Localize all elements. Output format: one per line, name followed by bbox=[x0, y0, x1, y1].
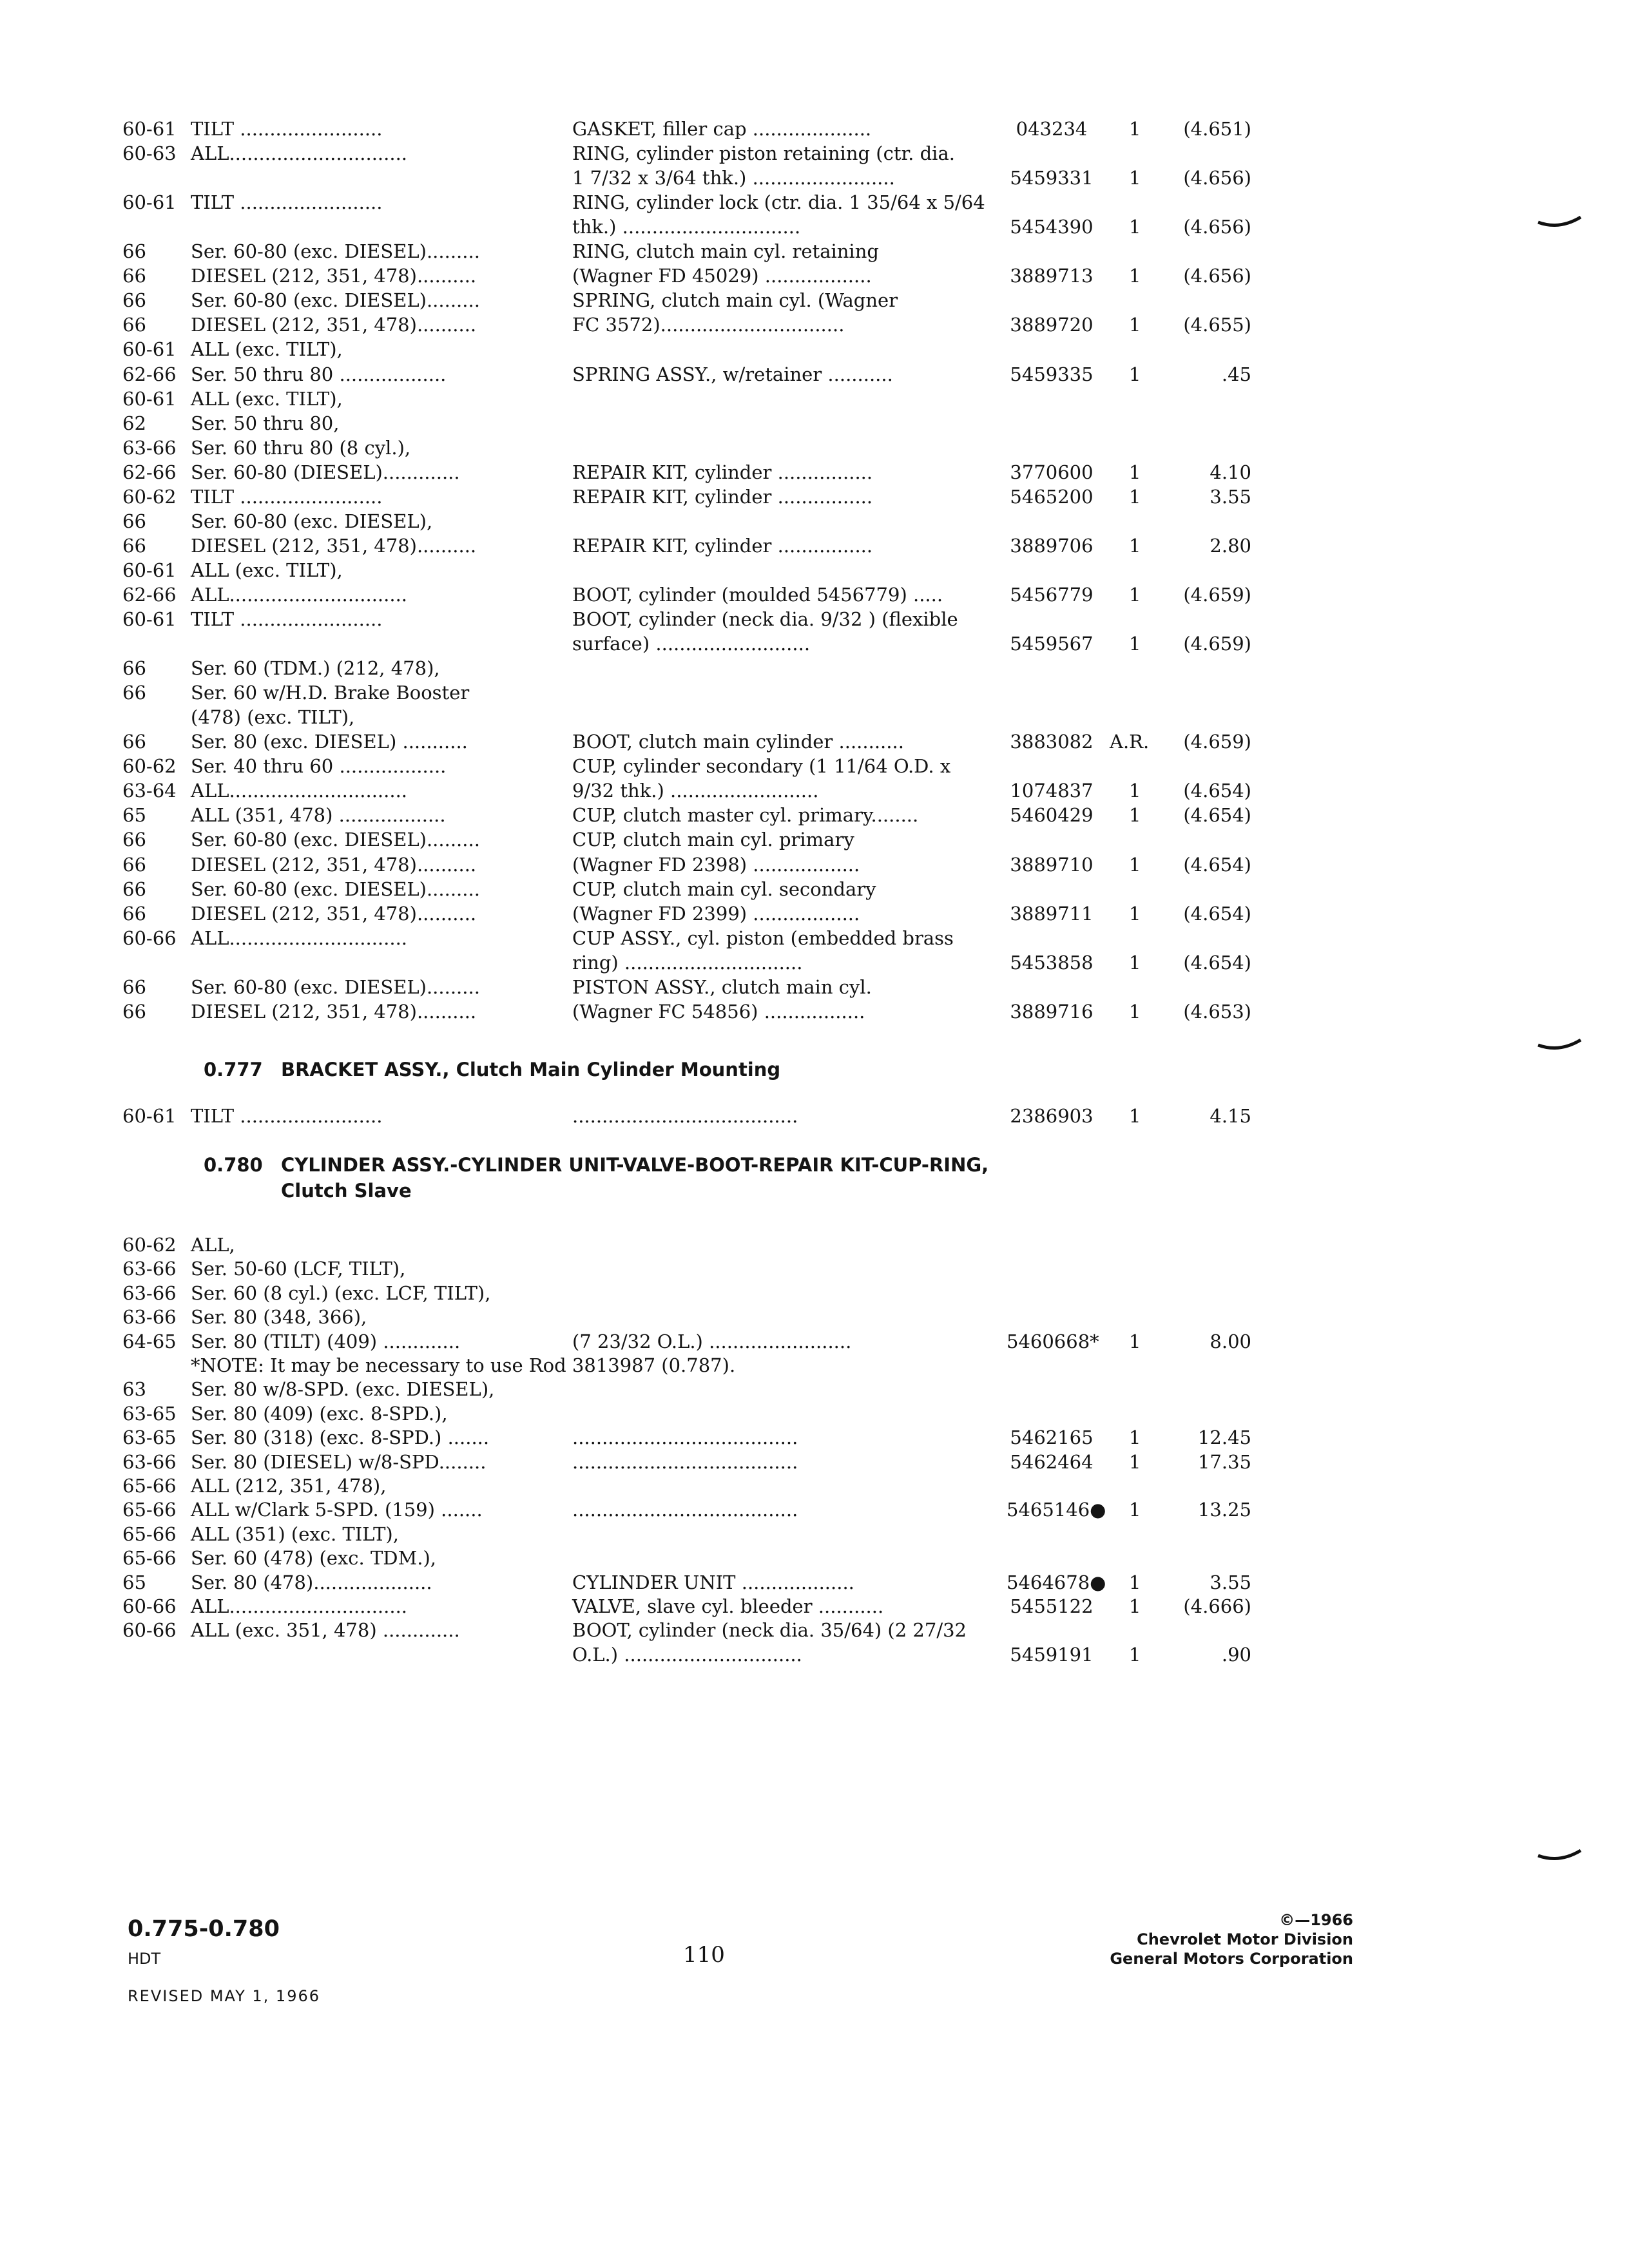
table-row bbox=[0, 238, 1629, 264]
price-or-reference: (4.654) bbox=[1183, 804, 1251, 827]
part-description: thk.) .............................. bbox=[572, 216, 801, 238]
table-row bbox=[0, 410, 1629, 436]
section-subtitle: Clutch Slave bbox=[281, 1180, 412, 1202]
price-or-reference: (4.653) bbox=[1183, 1000, 1251, 1023]
price-or-reference: (4.654) bbox=[1183, 853, 1251, 876]
part-description: BOOT, cylinder (neck dia. 35/64) (2 27/32 bbox=[572, 1619, 967, 1642]
model-year: 62-66 bbox=[122, 461, 177, 483]
part-number: 5459331 bbox=[1010, 167, 1094, 189]
table-row bbox=[0, 1232, 1629, 1258]
model-year: 60-62 bbox=[122, 485, 177, 508]
model-applicability: Ser. 50 thru 80, bbox=[191, 412, 340, 434]
quantity: 1 bbox=[1129, 265, 1141, 287]
part-number: 5456779 bbox=[1010, 583, 1094, 606]
table-row bbox=[0, 1497, 1629, 1523]
model-year: 66 bbox=[122, 975, 146, 998]
model-applicability: ALL (exc. TILT), bbox=[191, 559, 343, 581]
part-description: surface) .......................... bbox=[572, 633, 811, 655]
price-or-reference: (4.666) bbox=[1183, 1595, 1251, 1617]
table-row bbox=[0, 1570, 1629, 1595]
copyright-block bbox=[1110, 1910, 1353, 1968]
quantity: 1 bbox=[1129, 1571, 1141, 1593]
part-description: ...................................... bbox=[572, 1450, 798, 1473]
model-year: 62 bbox=[122, 412, 146, 434]
part-number: 5454390 bbox=[1010, 216, 1094, 238]
table-row bbox=[0, 1473, 1629, 1499]
quantity: 1 bbox=[1129, 1105, 1141, 1127]
model-year: 66 bbox=[122, 289, 146, 312]
model-applicability: Ser. 50-60 (LCF, TILT), bbox=[191, 1258, 406, 1280]
price-or-reference: (4.654) bbox=[1183, 951, 1251, 974]
model-year: 66 bbox=[122, 902, 146, 925]
model-applicability: ALL, bbox=[191, 1234, 235, 1256]
model-year: 63-66 bbox=[122, 1258, 177, 1280]
part-number: 5462464 bbox=[1010, 1450, 1094, 1473]
model-year: 66 bbox=[122, 853, 146, 876]
model-applicability: Ser. 60-80 (DIESEL)............. bbox=[191, 461, 460, 483]
section-title: CYLINDER ASSY.-CYLINDER UNIT-VALVE-BOOT-REPAIR KIT-CUP-RING, bbox=[281, 1154, 989, 1176]
model-applicability: Ser. 80 w/8-SPD. (exc. DIESEL), bbox=[191, 1378, 495, 1401]
table-row bbox=[0, 165, 1629, 191]
price-or-reference: .45 bbox=[1221, 363, 1251, 385]
part-number: 5462165 bbox=[1010, 1427, 1094, 1449]
model-applicability: DIESEL (212, 351, 478).......... bbox=[191, 265, 477, 287]
model-year: 60-66 bbox=[122, 1619, 177, 1642]
part-number: 5465146● bbox=[1007, 1499, 1106, 1521]
part-number: 5455122 bbox=[1010, 1595, 1094, 1617]
revision-date: REVISED MAY 1, 1966 bbox=[128, 1987, 320, 2005]
model-year: 65 bbox=[122, 804, 146, 827]
part-description: CUP, cylinder secondary (1 11/64 O.D. x bbox=[572, 755, 951, 778]
part-description: ...................................... bbox=[572, 1105, 798, 1127]
table-row bbox=[0, 1329, 1629, 1354]
model-year: 60-62 bbox=[122, 755, 177, 778]
part-number: 3889716 bbox=[1010, 1000, 1094, 1023]
price-or-reference: 2.80 bbox=[1210, 534, 1251, 557]
quantity: 1 bbox=[1129, 1450, 1141, 1473]
model-applicability: Ser. 80 (exc. DIESEL) ........... bbox=[191, 731, 468, 753]
page-number: 110 bbox=[683, 1942, 725, 1968]
model-applicability: Ser. 60-80 (exc. DIESEL), bbox=[191, 510, 433, 532]
table-row bbox=[0, 974, 1629, 1000]
model-year: 66 bbox=[122, 829, 146, 851]
part-description: GASKET, filler cap .................... bbox=[572, 118, 872, 140]
table-row bbox=[0, 435, 1629, 461]
price-or-reference: (4.659) bbox=[1183, 633, 1251, 655]
model-applicability: TILT ........................ bbox=[191, 191, 383, 214]
table-row bbox=[0, 704, 1629, 730]
section-heading-0777 bbox=[204, 1057, 780, 1082]
table-row bbox=[0, 1425, 1629, 1450]
part-description: CUP ASSY., cyl. piston (embedded brass bbox=[572, 927, 954, 949]
model-applicability: DIESEL (212, 351, 478).......... bbox=[191, 1000, 477, 1023]
model-year: 63-65 bbox=[122, 1427, 177, 1449]
part-description: CUP, clutch main cyl. primary bbox=[572, 829, 854, 851]
part-description: RING, cylinder piston retaining (ctr. dia. bbox=[572, 142, 955, 165]
table-row bbox=[0, 361, 1629, 387]
table-row bbox=[0, 1593, 1629, 1619]
part-description: (Wagner FD 2399) .................. bbox=[572, 902, 860, 925]
table-row bbox=[0, 1376, 1629, 1402]
model-applicability: Ser. 60 (8 cyl.) (exc. LCF, TILT), bbox=[191, 1282, 491, 1304]
model-applicability: DIESEL (212, 351, 478).......... bbox=[191, 902, 477, 925]
part-description: 9/32 thk.) ......................... bbox=[572, 780, 819, 802]
model-year: 65-66 bbox=[122, 1523, 177, 1545]
part-description: BOOT, cylinder (neck dia. 9/32 ) (flexible bbox=[572, 608, 958, 630]
table-row bbox=[0, 1401, 1629, 1427]
part-number: 3770600 bbox=[1010, 461, 1094, 483]
model-applicability: Ser. 80 (348, 366), bbox=[191, 1306, 367, 1329]
model-applicability: ALL (212, 351, 478), bbox=[191, 1475, 387, 1497]
table-row bbox=[0, 287, 1629, 313]
section-number: 0.777 bbox=[204, 1059, 263, 1081]
part-number: 3889711 bbox=[1010, 902, 1094, 925]
part-description: SPRING ASSY., w/retainer ........... bbox=[572, 363, 893, 385]
model-applicability: ALL w/Clark 5-SPD. (159) ....... bbox=[191, 1499, 483, 1521]
table-row bbox=[0, 852, 1629, 878]
model-year: 62-66 bbox=[122, 363, 177, 385]
part-description: REPAIR KIT, cylinder ................ bbox=[572, 461, 873, 483]
part-description: REPAIR KIT, cylinder ................ bbox=[572, 485, 873, 508]
page-code: 0.775-0.780 bbox=[128, 1916, 280, 1942]
model-year: 60-61 bbox=[122, 559, 177, 581]
table-row bbox=[0, 263, 1629, 289]
quantity: 1 bbox=[1129, 1595, 1141, 1617]
model-applicability: Ser. 60-80 (exc. DIESEL)......... bbox=[191, 975, 480, 998]
table-row bbox=[0, 1642, 1629, 1667]
model-applicability: Ser. 60 (TDM.) (212, 478), bbox=[191, 657, 440, 680]
part-description: BOOT, clutch main cylinder ........... bbox=[572, 731, 904, 753]
part-number: 1074837 bbox=[1010, 780, 1094, 802]
table-row bbox=[0, 1256, 1629, 1282]
quantity: 1 bbox=[1129, 216, 1141, 238]
table-row bbox=[0, 606, 1629, 632]
part-description: VALVE, slave cyl. bleeder ........... bbox=[572, 1595, 884, 1617]
table-row bbox=[0, 116, 1629, 142]
model-applicability: Ser. 80 (478).................... bbox=[191, 1571, 432, 1593]
table-row bbox=[0, 925, 1629, 951]
table-row bbox=[0, 680, 1629, 706]
price-or-reference: 12.45 bbox=[1197, 1427, 1251, 1449]
table-row bbox=[0, 1617, 1629, 1643]
part-description: 1 7/32 x 3/64 thk.) ........................ bbox=[572, 167, 895, 189]
table-row bbox=[0, 999, 1629, 1024]
part-number: 2386903 bbox=[1010, 1105, 1094, 1127]
table-row bbox=[0, 1352, 1629, 1378]
quantity: 1 bbox=[1129, 1000, 1141, 1023]
price-or-reference: (4.656) bbox=[1183, 265, 1251, 287]
model-year: 60-61 bbox=[122, 191, 177, 214]
part-description: ...................................... bbox=[572, 1499, 798, 1521]
table-row bbox=[0, 729, 1629, 754]
price-or-reference: 4.10 bbox=[1210, 461, 1251, 483]
model-year: 63 bbox=[122, 1378, 146, 1401]
model-applicability: Ser. 80 (318) (exc. 8-SPD.) ....... bbox=[191, 1427, 490, 1449]
company-corporation: General Motors Corporation bbox=[1110, 1950, 1353, 1968]
model-year: 65-66 bbox=[122, 1547, 177, 1570]
price-or-reference: (4.654) bbox=[1183, 780, 1251, 802]
model-applicability: ALL.............................. bbox=[191, 142, 408, 165]
part-number: 5459335 bbox=[1010, 363, 1094, 385]
part-description: CUP, clutch master cyl. primary........ bbox=[572, 804, 919, 827]
part-number: 3889713 bbox=[1010, 265, 1094, 287]
model-year: 64-65 bbox=[122, 1330, 177, 1352]
table-row bbox=[0, 214, 1629, 240]
quantity: 1 bbox=[1129, 118, 1141, 140]
model-applicability: Ser. 80 (409) (exc. 8-SPD.), bbox=[191, 1402, 448, 1425]
model-applicability: Ser. 80 (DIESEL) w/8-SPD........ bbox=[191, 1450, 487, 1473]
part-number: 043234 bbox=[1016, 118, 1088, 140]
table-row bbox=[0, 827, 1629, 852]
price-or-reference: .90 bbox=[1221, 1643, 1251, 1666]
quantity: 1 bbox=[1129, 853, 1141, 876]
model-applicability: DIESEL (212, 351, 478).......... bbox=[191, 534, 477, 557]
model-year: 66 bbox=[122, 314, 146, 336]
model-applicability: Ser. 60-80 (exc. DIESEL)......... bbox=[191, 878, 480, 900]
model-year: 63-66 bbox=[122, 1306, 177, 1329]
part-description: (Wagner FC 54856) ................. bbox=[572, 1000, 865, 1023]
quantity: 1 bbox=[1129, 461, 1141, 483]
table-row bbox=[0, 876, 1629, 902]
model-applicability: ALL (exc. TILT), bbox=[191, 338, 343, 361]
model-year: 66 bbox=[122, 1000, 146, 1023]
table-row bbox=[0, 557, 1629, 583]
quantity: 1 bbox=[1129, 1427, 1141, 1449]
model-year: 60-61 bbox=[122, 1105, 177, 1127]
part-description: SPRING, clutch main cyl. (Wagner bbox=[572, 289, 898, 312]
part-number: 3889706 bbox=[1010, 534, 1094, 557]
model-applicability: ALL.............................. bbox=[191, 927, 408, 949]
model-year: 60-61 bbox=[122, 608, 177, 630]
model-year: 60-66 bbox=[122, 1595, 177, 1617]
scan-binding-mark bbox=[1537, 1039, 1582, 1050]
model-year: 63-64 bbox=[122, 780, 177, 802]
part-number: 5453858 bbox=[1010, 951, 1094, 974]
price-or-reference: (4.654) bbox=[1183, 902, 1251, 925]
model-year: 63-65 bbox=[122, 1402, 177, 1425]
table-row bbox=[0, 753, 1629, 779]
quantity: 1 bbox=[1129, 804, 1141, 827]
table-row bbox=[0, 901, 1629, 927]
model-year: 66 bbox=[122, 731, 146, 753]
price-or-reference: (4.659) bbox=[1183, 731, 1251, 753]
quantity: 1 bbox=[1129, 633, 1141, 655]
part-number: 5460429 bbox=[1010, 804, 1094, 827]
model-applicability: ALL (351, 478) .................. bbox=[191, 804, 446, 827]
model-applicability: ALL.............................. bbox=[191, 583, 408, 606]
part-description: (Wagner FD 45029) .................. bbox=[572, 265, 872, 287]
table-row bbox=[0, 631, 1629, 657]
price-or-reference: 13.25 bbox=[1197, 1499, 1251, 1521]
model-applicability: Ser. 60-80 (exc. DIESEL)......... bbox=[191, 289, 480, 312]
table-row bbox=[0, 778, 1629, 803]
quantity: 1 bbox=[1129, 534, 1141, 557]
part-description: ...................................... bbox=[572, 1427, 798, 1449]
quantity: 1 bbox=[1129, 167, 1141, 189]
table-row bbox=[0, 1449, 1629, 1475]
part-number: 5465200 bbox=[1010, 485, 1094, 508]
model-applicability: Ser. 40 thru 60 .................. bbox=[191, 755, 447, 778]
quantity: 1 bbox=[1129, 902, 1141, 925]
price-or-reference: (4.651) bbox=[1183, 118, 1251, 140]
model-year: 60-61 bbox=[122, 387, 177, 410]
model-year: 65-66 bbox=[122, 1499, 177, 1521]
quantity: 1 bbox=[1129, 1643, 1141, 1666]
model-year: 60-63 bbox=[122, 142, 177, 165]
model-applicability: TILT ........................ bbox=[191, 608, 383, 630]
table-row bbox=[0, 189, 1629, 215]
model-applicability: ALL.............................. bbox=[191, 780, 408, 802]
table-row bbox=[0, 1521, 1629, 1547]
model-year: 63-66 bbox=[122, 436, 177, 459]
table-row bbox=[0, 312, 1629, 338]
scan-binding-mark bbox=[1537, 1849, 1582, 1861]
catalog-line: HDT bbox=[128, 1950, 161, 1968]
model-applicability: ALL.............................. bbox=[191, 1595, 408, 1617]
part-description: RING, clutch main cyl. retaining bbox=[572, 240, 879, 263]
price-or-reference: 3.55 bbox=[1210, 1571, 1251, 1593]
model-applicability: Ser. 60-80 (exc. DIESEL)......... bbox=[191, 829, 480, 851]
part-description: RING, cylinder lock (ctr. dia. 1 35/64 x 5/64 bbox=[572, 191, 985, 214]
quantity: 1 bbox=[1129, 951, 1141, 974]
quantity: 1 bbox=[1129, 1499, 1141, 1521]
model-applicability: Ser. 60 (478) (exc. TDM.), bbox=[191, 1547, 437, 1570]
price-or-reference: 3.55 bbox=[1210, 485, 1251, 508]
part-description: O.L.) .............................. bbox=[572, 1643, 802, 1666]
table-row bbox=[0, 1103, 1629, 1129]
quantity: 1 bbox=[1129, 485, 1141, 508]
part-number: 5459567 bbox=[1010, 633, 1094, 655]
part-number: 5464678● bbox=[1007, 1571, 1106, 1593]
part-description: ring) .............................. bbox=[572, 951, 803, 974]
part-number: 5460668* bbox=[1007, 1330, 1099, 1352]
model-applicability: ALL (351) (exc. TILT), bbox=[191, 1523, 399, 1545]
section-number: 0.780 bbox=[204, 1154, 263, 1176]
model-year: 60-66 bbox=[122, 927, 177, 949]
copyright-year: ©—1966 bbox=[1279, 1911, 1353, 1929]
model-year: 66 bbox=[122, 534, 146, 557]
table-row bbox=[0, 484, 1629, 510]
table-row bbox=[0, 336, 1629, 362]
table-row bbox=[0, 140, 1629, 166]
table-row bbox=[0, 655, 1629, 681]
part-description: (Wagner FD 2398) .................. bbox=[572, 853, 860, 876]
part-description: PISTON ASSY., clutch main cyl. bbox=[572, 975, 872, 998]
price-or-reference: (4.656) bbox=[1183, 167, 1251, 189]
model-applicability: (478) (exc. TILT), bbox=[191, 706, 355, 729]
part-description: (7 23/32 O.L.) ........................ bbox=[572, 1330, 852, 1352]
price-or-reference: 17.35 bbox=[1197, 1450, 1251, 1473]
section-heading-0780 bbox=[204, 1152, 988, 1204]
model-year: 63-66 bbox=[122, 1282, 177, 1304]
model-year: 63-66 bbox=[122, 1450, 177, 1473]
table-row bbox=[0, 802, 1629, 828]
part-description: FC 3572)............................... bbox=[572, 314, 845, 336]
part-number: 3883082 bbox=[1010, 731, 1094, 753]
model-year: 65-66 bbox=[122, 1475, 177, 1497]
company-division: Chevrolet Motor Division bbox=[1137, 1930, 1353, 1948]
table-row bbox=[0, 950, 1629, 975]
table-row bbox=[0, 1304, 1629, 1330]
model-applicability: TILT ........................ bbox=[191, 1105, 383, 1127]
model-year: 60-61 bbox=[122, 338, 177, 361]
model-applicability: DIESEL (212, 351, 478).......... bbox=[191, 314, 477, 336]
model-year: 65 bbox=[122, 1571, 146, 1593]
model-applicability: Ser. 50 thru 80 .................. bbox=[191, 363, 447, 385]
part-description: BOOT, cylinder (moulded 5456779) ..... bbox=[572, 583, 943, 606]
table-row bbox=[0, 459, 1629, 485]
table-row bbox=[0, 1280, 1629, 1306]
scan-binding-mark bbox=[1537, 216, 1582, 227]
part-number: 3889710 bbox=[1010, 853, 1094, 876]
model-year: 66 bbox=[122, 510, 146, 532]
part-number: 5459191 bbox=[1010, 1643, 1094, 1666]
table-row bbox=[0, 533, 1629, 559]
model-applicability: Ser. 60 thru 80 (8 cyl.), bbox=[191, 436, 411, 459]
part-description: REPAIR KIT, cylinder ................ bbox=[572, 534, 873, 557]
quantity: 1 bbox=[1129, 314, 1141, 336]
model-applicability: Ser. 60-80 (exc. DIESEL)......... bbox=[191, 240, 480, 263]
price-or-reference: (4.659) bbox=[1183, 583, 1251, 606]
model-year: 66 bbox=[122, 682, 146, 704]
model-applicability: ALL (exc. TILT), bbox=[191, 387, 343, 410]
model-year: 66 bbox=[122, 657, 146, 680]
quantity: 1 bbox=[1129, 363, 1141, 385]
model-year: 60-62 bbox=[122, 1234, 177, 1256]
quantity: A.R. bbox=[1110, 731, 1150, 753]
model-applicability: DIESEL (212, 351, 478).......... bbox=[191, 853, 477, 876]
model-applicability: TILT ........................ bbox=[191, 485, 383, 508]
model-applicability: ALL (exc. 351, 478) ............. bbox=[191, 1619, 460, 1642]
table-row bbox=[0, 508, 1629, 534]
model-applicability: Ser. 60 w/H.D. Brake Booster bbox=[191, 682, 470, 704]
quantity: 1 bbox=[1129, 1330, 1141, 1352]
table-row bbox=[0, 582, 1629, 608]
table-row bbox=[0, 386, 1629, 412]
model-applicability: TILT ........................ bbox=[191, 118, 383, 140]
price-or-reference: (4.656) bbox=[1183, 216, 1251, 238]
model-year: 60-61 bbox=[122, 118, 177, 140]
price-or-reference: 4.15 bbox=[1210, 1105, 1251, 1127]
model-year: 66 bbox=[122, 240, 146, 263]
price-or-reference: (4.655) bbox=[1183, 314, 1251, 336]
model-year: 66 bbox=[122, 265, 146, 287]
model-applicability: Ser. 80 (TILT) (409) ............. bbox=[191, 1330, 461, 1352]
model-year: 62-66 bbox=[122, 583, 177, 606]
table-row bbox=[0, 1545, 1629, 1571]
model-year: 66 bbox=[122, 878, 146, 900]
model-applicability: *NOTE: It may be necessary to use Rod 3813987 (0.787). bbox=[191, 1354, 736, 1376]
part-description: CUP, clutch main cyl. secondary bbox=[572, 878, 876, 900]
price-or-reference: 8.00 bbox=[1210, 1330, 1251, 1352]
part-description: CYLINDER UNIT ................... bbox=[572, 1571, 854, 1593]
quantity: 1 bbox=[1129, 780, 1141, 802]
part-number: 3889720 bbox=[1010, 314, 1094, 336]
quantity: 1 bbox=[1129, 583, 1141, 606]
section-title: BRACKET ASSY., Clutch Main Cylinder Mounting bbox=[281, 1059, 781, 1081]
